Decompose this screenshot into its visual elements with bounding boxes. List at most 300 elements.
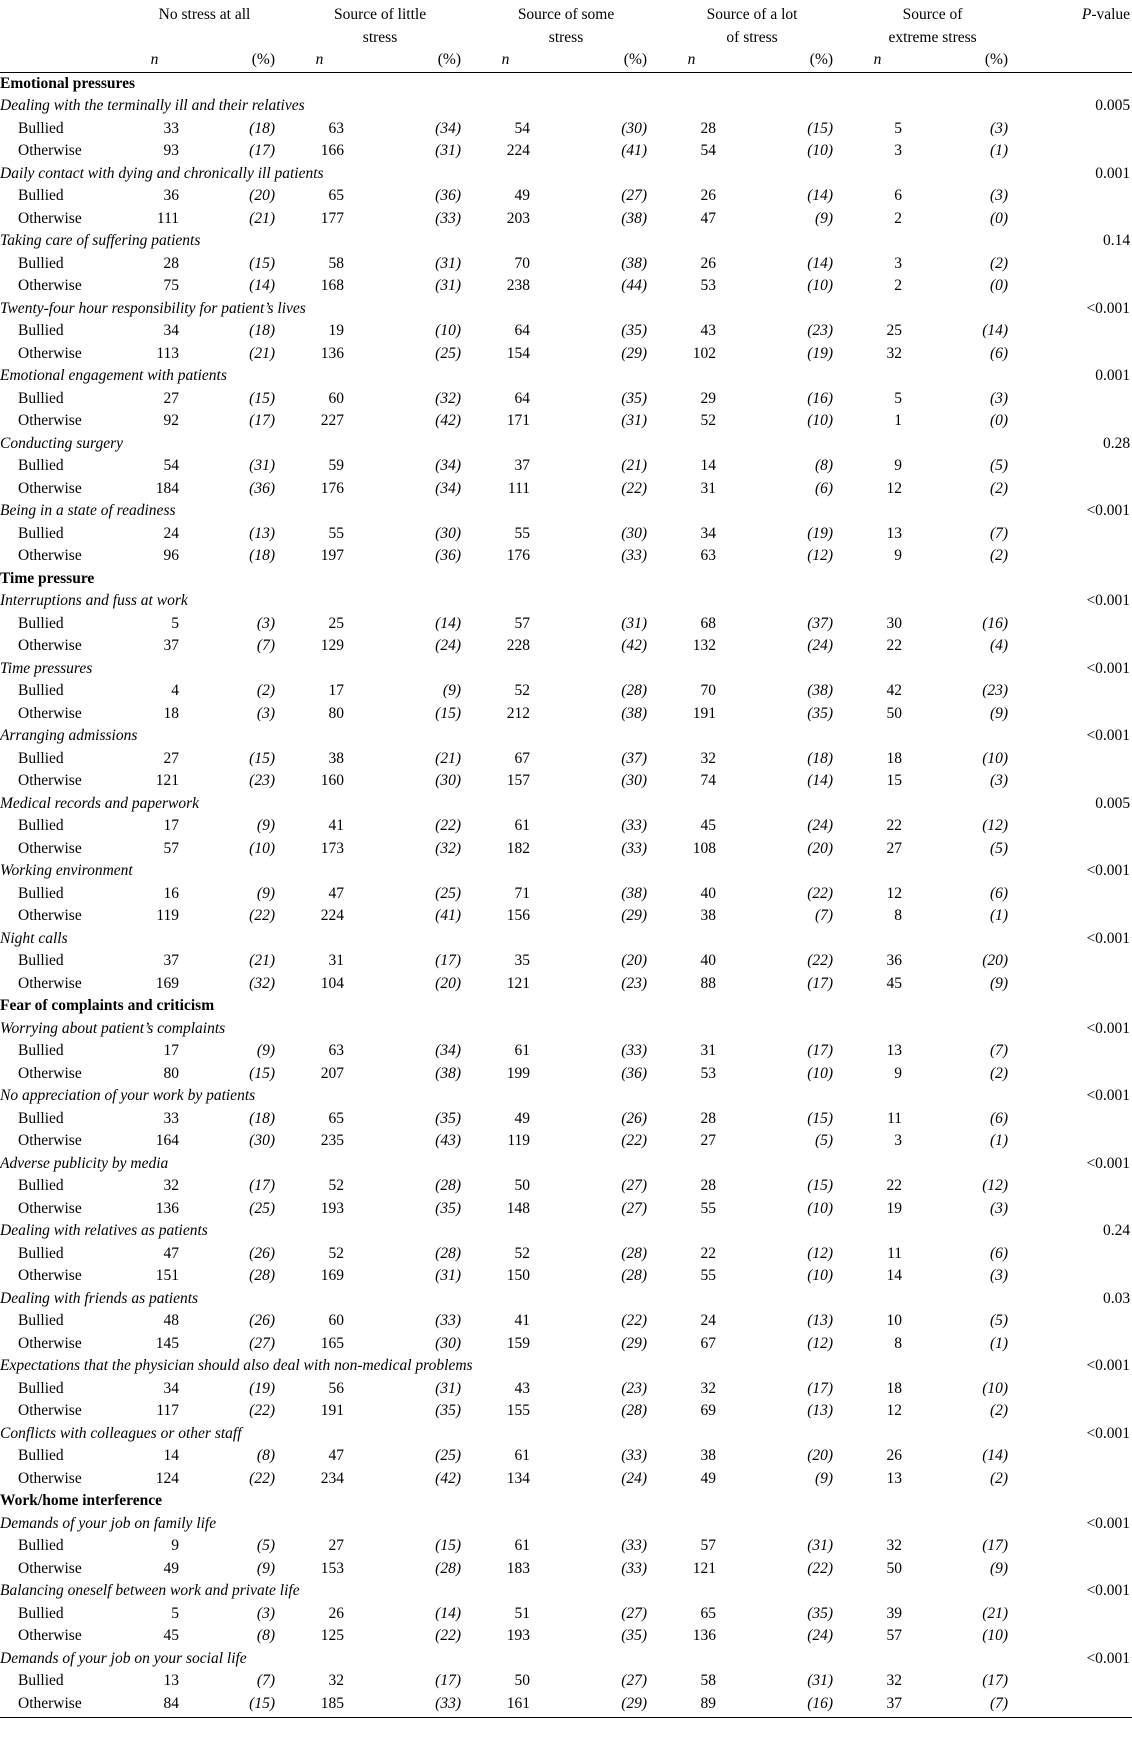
pct-value: (7) bbox=[989, 1694, 1009, 1712]
group-label: Bullied bbox=[18, 1312, 64, 1329]
n-value: 32 bbox=[700, 749, 717, 767]
n-value: 117 bbox=[156, 1402, 179, 1419]
section-title: Fear of complaints and criticism bbox=[0, 997, 215, 1014]
pct-value: (6) bbox=[989, 884, 1009, 902]
pct-number: 32 bbox=[254, 974, 270, 992]
pct-value: (35) bbox=[807, 1604, 834, 1622]
n-value: 111 bbox=[156, 209, 179, 227]
pct-value: (22) bbox=[435, 1627, 462, 1644]
p-value: <0.001 bbox=[1086, 1019, 1131, 1037]
pct-value: (2) bbox=[989, 1402, 1009, 1419]
group-label: Otherwise bbox=[18, 412, 82, 429]
pct-number: 31 bbox=[440, 142, 456, 159]
pct-number: 41 bbox=[626, 142, 642, 159]
pct-value: (19) bbox=[249, 1379, 276, 1397]
pct-number: 31 bbox=[440, 254, 456, 272]
pct-number: 6 bbox=[995, 344, 1003, 362]
n-value: 80 bbox=[163, 1064, 179, 1082]
pct-number: 33 bbox=[440, 1694, 456, 1712]
n-value: 24 bbox=[163, 524, 179, 542]
pct-value: (23) bbox=[982, 682, 1009, 699]
pct-number: 13 bbox=[812, 1402, 828, 1419]
n-value: 22 bbox=[886, 817, 903, 834]
n-value: 8 bbox=[894, 907, 903, 924]
n-value: 55 bbox=[700, 1199, 717, 1217]
pct-number: 31 bbox=[440, 277, 456, 294]
pct-value: (22) bbox=[621, 1312, 648, 1329]
pct-value: (36) bbox=[249, 479, 276, 497]
pct-number: 25 bbox=[254, 1199, 270, 1217]
pct-value: (23) bbox=[249, 772, 276, 789]
group-label: Bullied bbox=[18, 1672, 64, 1689]
item-label: Adverse publicity by media bbox=[0, 1154, 169, 1172]
pct-value: (24) bbox=[621, 1469, 648, 1487]
n-value: 11 bbox=[887, 1244, 903, 1262]
n-value: 177 bbox=[320, 209, 345, 227]
pct-value: (15) bbox=[249, 1064, 276, 1082]
pct-value: (15) bbox=[249, 389, 276, 407]
n-value: 153 bbox=[320, 1559, 345, 1577]
pct-number: 31 bbox=[626, 614, 642, 632]
item-label: Night calls bbox=[0, 929, 68, 947]
pct-number: 30 bbox=[440, 524, 456, 542]
group-label: Otherwise bbox=[18, 277, 82, 294]
n-value: 19 bbox=[328, 322, 345, 339]
n-value: 63 bbox=[328, 119, 345, 137]
pct-number: 22 bbox=[812, 1559, 828, 1577]
pct-value: (22) bbox=[249, 907, 276, 924]
pct-value: (30) bbox=[621, 524, 648, 542]
pct-number: 2 bbox=[995, 1402, 1003, 1419]
n-value: 4 bbox=[171, 682, 179, 699]
n-value: 161 bbox=[506, 1694, 531, 1712]
pct-value: (25) bbox=[435, 1447, 462, 1464]
pct-value: (6) bbox=[989, 1244, 1009, 1262]
pct-value: (5) bbox=[989, 839, 1009, 857]
n-value: 70 bbox=[514, 254, 531, 272]
n-value: 136 bbox=[692, 1627, 717, 1644]
pct-value: (6) bbox=[989, 1109, 1009, 1127]
n-value: 65 bbox=[700, 1604, 717, 1622]
item-row bbox=[0, 500, 1132, 523]
item-label: Daily contact with dying and chronically ill patients bbox=[0, 164, 324, 182]
pct-number: 30 bbox=[626, 119, 642, 137]
n-value: 148 bbox=[506, 1199, 531, 1217]
pct-number: 34 bbox=[440, 457, 456, 474]
pct-value: (33) bbox=[621, 547, 648, 564]
pct-value: (42) bbox=[435, 412, 462, 429]
pct-value: (14) bbox=[982, 322, 1009, 339]
pct-number: 23 bbox=[254, 772, 270, 789]
pct-value: (36) bbox=[621, 1064, 648, 1082]
n-value: 9 bbox=[894, 457, 903, 474]
pct-number: 22 bbox=[626, 1132, 642, 1149]
n-value: 52 bbox=[514, 682, 531, 699]
n-value: 17 bbox=[163, 1042, 179, 1059]
pct-value: (38) bbox=[807, 682, 834, 699]
pct-value: (2) bbox=[989, 547, 1009, 564]
n-value: 43 bbox=[700, 322, 717, 339]
n-value: 32 bbox=[328, 1672, 345, 1689]
n-value: 75 bbox=[163, 277, 179, 294]
pct-number: 9 bbox=[995, 1559, 1003, 1577]
pct-value: (31) bbox=[621, 412, 648, 429]
n-value: 37 bbox=[163, 952, 179, 969]
item-row bbox=[0, 163, 1132, 186]
n-value: 68 bbox=[700, 614, 717, 632]
n-value: 58 bbox=[700, 1672, 717, 1689]
table-row bbox=[0, 1625, 1132, 1648]
n-value: 212 bbox=[506, 704, 531, 722]
n-value: 52 bbox=[328, 1177, 345, 1194]
pct-number: 22 bbox=[626, 479, 642, 497]
n-value: 207 bbox=[320, 1064, 345, 1082]
n-value: 136 bbox=[155, 1199, 179, 1217]
pct-value: (21) bbox=[249, 952, 276, 969]
n-value: 26 bbox=[700, 187, 717, 204]
n-value: 67 bbox=[514, 749, 531, 767]
group-label: Bullied bbox=[18, 1447, 64, 1464]
pct-number: 10 bbox=[812, 1064, 828, 1082]
pct-value: (35) bbox=[435, 1199, 462, 1217]
pct-value: (9) bbox=[256, 884, 276, 902]
pct-number: 26 bbox=[626, 1109, 642, 1127]
item-row bbox=[0, 1513, 1132, 1536]
pct-value: (27) bbox=[249, 1334, 276, 1352]
table-row bbox=[0, 388, 1132, 411]
pct-value: (1) bbox=[989, 907, 1009, 924]
pct-value: (17) bbox=[807, 1379, 834, 1397]
n-value: 168 bbox=[320, 277, 345, 294]
pct-number: 10 bbox=[440, 322, 456, 339]
n-value: 197 bbox=[320, 547, 345, 564]
pct-value: (33) bbox=[621, 817, 648, 834]
pct-number: 3 bbox=[262, 704, 270, 722]
pct-number: 32 bbox=[440, 389, 456, 407]
pct-number: 5 bbox=[262, 1537, 270, 1554]
pct-number: 33 bbox=[626, 839, 642, 857]
table-row bbox=[0, 1445, 1132, 1468]
pct-value: (14) bbox=[249, 277, 276, 294]
pct-value: (12) bbox=[982, 817, 1009, 834]
item-label: Being in a state of readiness bbox=[0, 502, 176, 519]
pct-number: 3 bbox=[262, 1604, 270, 1622]
pct-value: (29) bbox=[621, 907, 648, 924]
item-row bbox=[0, 793, 1132, 816]
pct-number: 35 bbox=[440, 1402, 456, 1419]
pct-number: 35 bbox=[626, 1627, 642, 1644]
n-value: 184 bbox=[155, 479, 179, 497]
n-value: 169 bbox=[155, 974, 179, 992]
n-value: 74 bbox=[700, 772, 717, 789]
n-value: 150 bbox=[506, 1267, 531, 1284]
table-row bbox=[0, 1108, 1132, 1131]
pct-value: (21) bbox=[621, 457, 648, 474]
p-value: 0.28 bbox=[1102, 434, 1131, 452]
n-value: 28 bbox=[700, 1109, 717, 1127]
item-row bbox=[0, 1423, 1132, 1446]
pct-number: 42 bbox=[626, 637, 642, 654]
pct-number: 10 bbox=[812, 142, 828, 159]
pct-value: (12) bbox=[807, 1334, 834, 1352]
item-label: Taking care of suffering patients bbox=[0, 232, 201, 249]
pct-value: (4) bbox=[989, 637, 1009, 654]
n-value: 80 bbox=[328, 704, 345, 722]
p-value: <0.001 bbox=[1086, 1424, 1131, 1442]
pct-value: (30) bbox=[435, 772, 462, 789]
n-value: 67 bbox=[700, 1334, 717, 1352]
pct-number: 3 bbox=[995, 772, 1003, 789]
n-value: 34 bbox=[163, 322, 179, 339]
group-label: Otherwise bbox=[18, 479, 82, 497]
pct-number: 17 bbox=[440, 952, 456, 969]
pct-value: (35) bbox=[621, 322, 648, 339]
n-value: 224 bbox=[506, 142, 531, 159]
group-label: Bullied bbox=[18, 952, 64, 969]
column-header-extreme-stress-line2: extreme stress bbox=[888, 28, 977, 46]
n-value: 9 bbox=[171, 1537, 179, 1554]
item-label: Time pressures bbox=[0, 659, 93, 677]
pct-value: (27) bbox=[621, 1177, 648, 1194]
n-value: 108 bbox=[692, 839, 717, 857]
pct-number: 9 bbox=[262, 817, 270, 834]
pct-value: (15) bbox=[807, 119, 834, 137]
section-row bbox=[0, 568, 1132, 591]
n-value: 27 bbox=[163, 749, 179, 767]
n-value: 40 bbox=[700, 884, 717, 902]
group-label: Otherwise bbox=[18, 1469, 82, 1487]
n-value: 89 bbox=[700, 1694, 717, 1712]
n-value: 134 bbox=[506, 1469, 531, 1487]
pct-number: 31 bbox=[440, 1267, 456, 1284]
pct-number: 12 bbox=[987, 817, 1003, 834]
pct-value: (28) bbox=[435, 1244, 462, 1262]
item-label: Arranging admissions bbox=[0, 727, 138, 744]
pct-value: (23) bbox=[621, 1379, 648, 1397]
pct-value: (0) bbox=[989, 412, 1009, 429]
pct-number: 29 bbox=[626, 1334, 642, 1352]
n-value: 9 bbox=[894, 1064, 903, 1082]
pct-number: 31 bbox=[626, 412, 642, 429]
pct-value: (33) bbox=[621, 1447, 648, 1464]
pct-value: (31) bbox=[807, 1537, 834, 1554]
n-value: 176 bbox=[506, 547, 531, 564]
pct-number: 3 bbox=[995, 389, 1003, 407]
item-label: Interruptions and fuss at work bbox=[0, 592, 188, 609]
group-label: Otherwise bbox=[18, 344, 82, 362]
pct-value: (35) bbox=[807, 704, 834, 722]
pct-number: 30 bbox=[626, 524, 642, 542]
pct-value: (7) bbox=[256, 1672, 276, 1689]
group-label: Bullied bbox=[18, 322, 64, 339]
item-row bbox=[0, 590, 1132, 613]
n-value: 13 bbox=[886, 524, 903, 542]
table-row bbox=[0, 455, 1132, 478]
pct-value: (31) bbox=[435, 254, 462, 272]
pct-number: 35 bbox=[440, 1109, 456, 1127]
group-label: Otherwise bbox=[18, 1334, 82, 1352]
pct-number: 5 bbox=[995, 1312, 1003, 1329]
pct-value: (20) bbox=[807, 1447, 834, 1464]
item-label: Dealing with the terminally ill and their relatives bbox=[0, 97, 305, 114]
pct-number: 27 bbox=[626, 187, 642, 204]
pct-number: 28 bbox=[440, 1244, 456, 1262]
pct-number: 16 bbox=[987, 614, 1003, 632]
n-value: 203 bbox=[506, 209, 531, 227]
pct-value: (3) bbox=[989, 119, 1009, 137]
pct-number: 20 bbox=[626, 952, 642, 969]
pct-value: (2) bbox=[989, 1064, 1009, 1082]
pct-number: 10 bbox=[812, 277, 828, 294]
n-value: 2 bbox=[894, 209, 903, 227]
pct-number: 6 bbox=[995, 1244, 1003, 1262]
pct-number: 10 bbox=[987, 749, 1003, 767]
n-value: 22 bbox=[700, 1244, 717, 1262]
pct-value: (28) bbox=[621, 1244, 648, 1262]
pct-value: (10) bbox=[807, 412, 834, 429]
pct-value: (31) bbox=[435, 1379, 462, 1397]
n-value: 132 bbox=[692, 637, 717, 654]
pct-value: (23) bbox=[807, 322, 834, 339]
pct-value: (17) bbox=[249, 1177, 276, 1194]
pct-number: 21 bbox=[987, 1604, 1003, 1622]
n-value: 193 bbox=[506, 1627, 531, 1644]
n-value: 113 bbox=[156, 344, 179, 362]
group-label: Otherwise bbox=[18, 1559, 82, 1577]
pct-value: (9) bbox=[256, 1559, 276, 1577]
pct-number: 23 bbox=[626, 974, 642, 992]
n-value: 227 bbox=[320, 412, 345, 429]
table-row bbox=[0, 973, 1132, 996]
pct-number: 29 bbox=[626, 907, 642, 924]
table-row bbox=[0, 1040, 1132, 1063]
n-value: 36 bbox=[163, 187, 179, 204]
pct-number: 33 bbox=[626, 1537, 642, 1554]
pct-value: (5) bbox=[989, 457, 1009, 474]
group-label: Bullied bbox=[18, 389, 64, 407]
p-value: <0.001 bbox=[1086, 1154, 1131, 1172]
pct-number: 33 bbox=[626, 1042, 642, 1059]
table-row bbox=[0, 523, 1132, 546]
pct-value: (33) bbox=[435, 1694, 462, 1712]
n-value: 49 bbox=[514, 187, 531, 204]
pct-value: (14) bbox=[807, 772, 834, 789]
n-value: 6 bbox=[894, 187, 903, 204]
pct-value: (10) bbox=[982, 1627, 1009, 1644]
item-label: Demands of your job on family life bbox=[0, 1514, 217, 1532]
pct-value: (28) bbox=[435, 1177, 462, 1194]
n-value: 3 bbox=[894, 254, 903, 272]
pct-number: 15 bbox=[812, 1177, 828, 1194]
item-label: No appreciation of your work by patients bbox=[0, 1087, 256, 1104]
pct-value: (22) bbox=[807, 952, 834, 969]
n-value: 71 bbox=[514, 884, 531, 902]
pct-number: 22 bbox=[626, 1312, 642, 1329]
table-row bbox=[0, 635, 1132, 658]
pct-value: (12) bbox=[807, 547, 834, 564]
n-value: 2 bbox=[894, 277, 903, 294]
n-value: 3 bbox=[894, 1132, 903, 1149]
pct-number: 8 bbox=[262, 1627, 270, 1644]
pct-number: 12 bbox=[812, 547, 828, 564]
pct-number: 42 bbox=[440, 1469, 456, 1487]
pct-number: 31 bbox=[440, 1379, 456, 1397]
pct-value: (0) bbox=[989, 209, 1009, 227]
pct-value: (8) bbox=[814, 457, 834, 474]
n-value: 22 bbox=[886, 637, 903, 654]
pct-number: 22 bbox=[254, 1469, 270, 1487]
n-value: 1 bbox=[894, 412, 903, 429]
pct-number: 10 bbox=[812, 412, 828, 429]
pct-value: (21) bbox=[249, 209, 276, 227]
pct-number: 15 bbox=[440, 1537, 456, 1554]
n-value: 45 bbox=[886, 974, 903, 992]
n-value: 54 bbox=[700, 142, 717, 159]
pct-value: (33) bbox=[621, 1537, 648, 1554]
pct-value: (5) bbox=[989, 1312, 1009, 1329]
pct-number: 7 bbox=[262, 637, 270, 654]
pct-number: 5 bbox=[995, 839, 1003, 857]
n-value: 28 bbox=[700, 1177, 717, 1194]
pct-number: 22 bbox=[812, 884, 828, 902]
n-value: 121 bbox=[506, 974, 531, 992]
section-title: Emotional pressures bbox=[0, 74, 136, 92]
n-value: 8 bbox=[894, 1334, 903, 1352]
pct-value: (15) bbox=[249, 749, 276, 767]
n-value: 55 bbox=[514, 524, 531, 542]
pct-number: 2 bbox=[995, 547, 1003, 564]
pct-number: 14 bbox=[440, 614, 456, 632]
pct-number: 20 bbox=[812, 839, 828, 857]
pct-value: (33) bbox=[621, 1559, 648, 1577]
n-value: 11 bbox=[887, 1109, 903, 1127]
table-row bbox=[0, 343, 1132, 366]
group-label: Otherwise bbox=[18, 1199, 82, 1217]
table-row bbox=[0, 883, 1132, 906]
pct-value: (31) bbox=[807, 1672, 834, 1689]
group-label: Bullied bbox=[18, 817, 64, 834]
pct-value: (17) bbox=[435, 952, 462, 969]
n-value: 60 bbox=[328, 1312, 345, 1329]
n-value: 61 bbox=[514, 1042, 531, 1059]
n-value: 60 bbox=[328, 389, 345, 407]
n-value: 25 bbox=[328, 614, 345, 632]
pct-number: 16 bbox=[812, 389, 828, 407]
pct-number: 17 bbox=[812, 1042, 828, 1059]
pct-value: (9) bbox=[989, 974, 1009, 992]
column-header-little-stress-line2: stress bbox=[362, 28, 398, 46]
n-value: 63 bbox=[328, 1042, 345, 1059]
pct-number: 17 bbox=[987, 1672, 1003, 1689]
n-value: 154 bbox=[506, 344, 531, 362]
group-label: Bullied bbox=[18, 1177, 64, 1194]
pct-value: (28) bbox=[435, 1559, 462, 1577]
n-value: 45 bbox=[163, 1627, 179, 1644]
pct-number: 24 bbox=[812, 817, 828, 834]
pct-value: (41) bbox=[435, 907, 462, 924]
n-value: 42 bbox=[886, 682, 903, 699]
n-value: 234 bbox=[320, 1469, 345, 1487]
pct-value: (31) bbox=[621, 614, 648, 632]
pct-value: (30) bbox=[249, 1132, 276, 1149]
n-value: 14 bbox=[163, 1447, 179, 1464]
pct-value: (35) bbox=[621, 1627, 648, 1644]
n-value: 56 bbox=[328, 1379, 345, 1397]
pct-number: 9 bbox=[820, 209, 828, 227]
item-row bbox=[0, 1580, 1132, 1603]
group-label: Bullied bbox=[18, 884, 64, 902]
pct-value: (21) bbox=[982, 1604, 1009, 1622]
